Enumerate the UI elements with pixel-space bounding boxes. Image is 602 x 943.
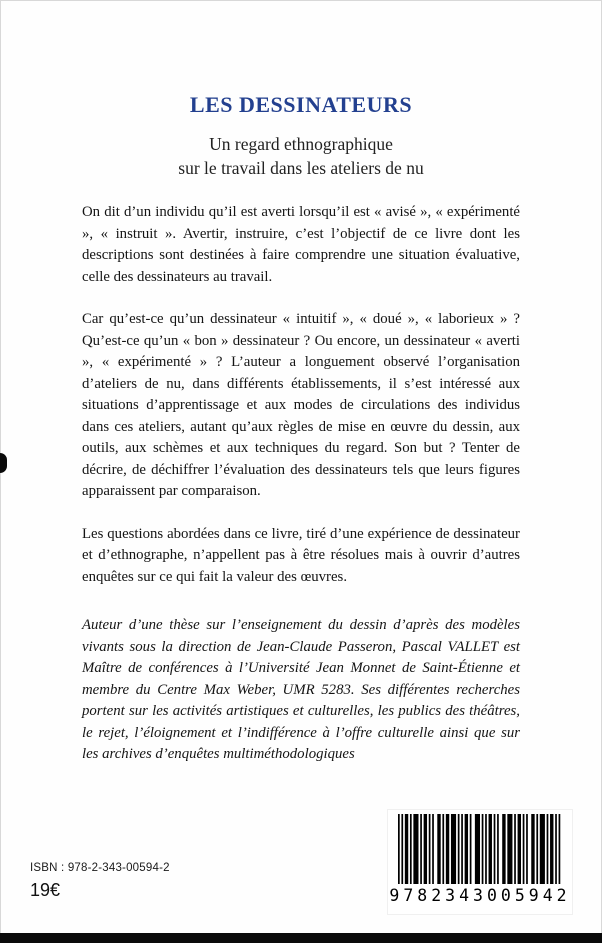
spine-printers-mark <box>0 453 7 473</box>
paragraph-3: Les questions abordées dans ce livre, tiré d’une expérience de dessinateur et d’ethnographe, n’appellent pas à être résolues mais à ouvrir d’autres enquêtes sur ce qui fait la valeur des œuvres. <box>82 525 520 585</box>
barcode-bars-graphic <box>398 814 562 884</box>
subtitle-line-1: Un regard ethnographique <box>209 134 393 154</box>
book-subtitle <box>0 132 602 180</box>
back-cover-text <box>82 202 520 787</box>
author-bio: Auteur d’une thèse sur l’enseignement du dessin d’après des modèles vivants sous la direction de Jean-Claude Passeron, Pascal VALLET est Maître de conférences à l’Université Jean Monnet de Saint-Étienne et membre du Centre Max Weber, UMR 5283. Ses différentes recherches portent sur les activités artistiques et culturelles, les publics des théâtres, le rejet, l’éloignement et l’indifférence à l’offre culturelle ainsi que sur les archives d’enquêtes multiméthodologiques <box>82 617 520 762</box>
isbn-price-block <box>30 862 170 901</box>
barcode-number: 9782343005942 <box>389 886 571 905</box>
isbn-text: ISBN : 978-2-343-00594-2 <box>30 862 170 874</box>
subtitle-line-2: sur le travail dans les ateliers de nu <box>178 158 424 178</box>
bottom-black-strip <box>0 933 602 943</box>
book-title: LES DESSINATEURS <box>189 92 413 117</box>
price-text: 19€ <box>30 880 61 900</box>
barcode <box>388 810 572 914</box>
paragraph-2: Car qu’est-ce qu’un dessinateur « intuitif », « doué », « laborieux » ? Qu’est-ce qu’un « bon » dessinateur ? Ou encore, un dessinateur « averti », « expérimenté » ? L’auteur a longuement observé l’organisation d’ateliers de nu, dans différents établissements, il s’est intéressé aux situations d’apprentissage et aux modes de circulations des individus dans ces ateliers, autant qu’aux règles de mise en œuvre du dessin, aux outils, aux schèmes et aux techniques du regard. Son but ? Tenter de décrire, de déchiffrer l’évaluation des dessinateurs tels que leurs figures apparaissent par comparaison. <box>82 311 520 499</box>
paragraph-1: On dit d’un individu qu’il est averti lorsqu’il est « avisé », « expérimenté », « instruit ». Avertir, instruire, c’est l’objectif de ce livre dont les descriptions sont destinées à faire comprendre une situation évaluative, celle des dessinateurs au travail. <box>82 204 520 285</box>
